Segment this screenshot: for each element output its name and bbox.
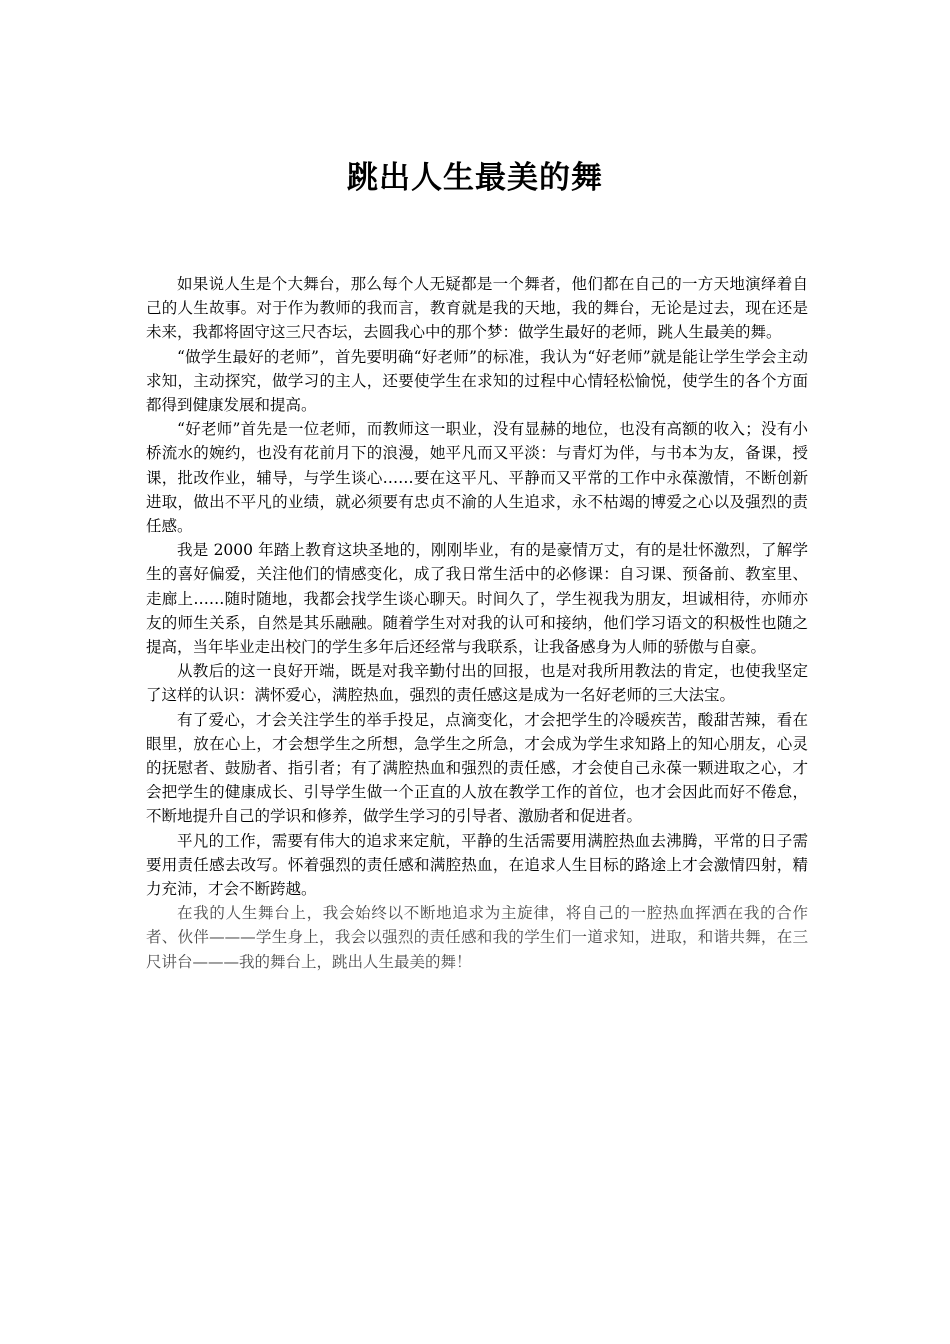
paragraph-6: 有了爱心，才会关注学生的举手投足，点滴变化，才会把学生的冷暖疾苦，酸甜苦辣，看在眼里，放在心上，才会想学生之所想，急学生之所急，才会成为学生求知路上的知心朋友，心灵的抚慰者、鼓励者、指引者；有了满腔热血和强烈的责任感，才会使自己永葆一颗进取之心，才会把学生的健康成长、引导学生做一个正直的人放在教学工作的首位，也才会因此而好不倦怠，不断地提升自己的学识和修养，做学生学习的引导者、激励者和促进者。 [146, 710, 808, 826]
paragraph-3: “好老师”首先是一位老师，而教师这一职业，没有显赫的地位，也没有高额的收入；没有小桥流水的婉约，也没有花前月下的浪漫，她平凡而又平淡：与青灯为伴，与书本为友，备课，授课，批改作业，辅导，与学生谈心……要在这平凡、平静而又平常的工作中永葆激情，不断创新进取，做出不平凡的业绩，就必须要有忠贞不渝的人生追求，永不枯竭的博爱之心以及强烈的责任感。 [146, 420, 808, 536]
paragraph-5: 从教后的这一良好开端，既是对我辛勤付出的回报，也是对我所用教法的肯定，也使我坚定了这样的认识：满怀爱心，满腔热血，强烈的责任感这是成为一名好老师的三大法宝。 [146, 662, 808, 705]
document-body [146, 272, 808, 974]
document-title: 跳出人生最美的舞 [347, 160, 603, 196]
paragraph-4: 我是 2000 年踏上教育这块圣地的，刚刚毕业，有的是豪情万丈，有的是壮怀激烈，了解学生的喜好偏爱，关注他们的情感变化，成了我日常生活中的必修课：自习课、预备前、教室里、走廊上……随时随地，我都会找学生谈心聊天。时间久了，学生视我为朋友，坦诚相待，亦师亦友的师生关系，自然是其乐融融。随着学生对对我的认可和接纳，他们学习语文的积极性也随之提高，当年毕业走出校门的学生多年后还经常与我联系，让我备感身为人师的骄傲与自豪。 [146, 541, 808, 657]
paragraph-2: “做学生最好的老师”，首先要明确“好老师”的标准，我认为“好老师”就是能让学生学会主动求知，主动探究，做学习的主人，还要使学生在求知的过程中心情轻松愉悦，使学生的各个方面都得到健康发展和提高。 [146, 347, 808, 415]
paragraph-8: 在我的人生舞台上，我会始终以不断地追求为主旋律，将自己的一腔热血挥洒在我的合作者、伙伴———学生身上，我会以强烈的责任感和我的学生们一道求知，进取，和谐共舞，在三尺讲台———我的舞台上，跳出人生最美的舞！ [146, 904, 808, 971]
paragraph-7: 平凡的工作，需要有伟大的追求来定航，平静的生活需要用满腔热血去沸腾，平常的日子需要用责任感去改写。怀着强烈的责任感和满腔热血，在追求人生目标的路途上才会激情四射，精力充沛，才会不断跨越。 [146, 831, 808, 899]
paragraph-1: 如果说人生是个大舞台，那么每个人无疑都是一个舞者，他们都在自己的一方天地演绎着自己的人生故事。对于作为教师的我而言，教育就是我的天地，我的舞台，无论是过去，现在还是未来，我都将固守这三尺杏坛，去圆我心中的那个梦：做学生最好的老师，跳人生最美的舞。 [146, 275, 808, 342]
